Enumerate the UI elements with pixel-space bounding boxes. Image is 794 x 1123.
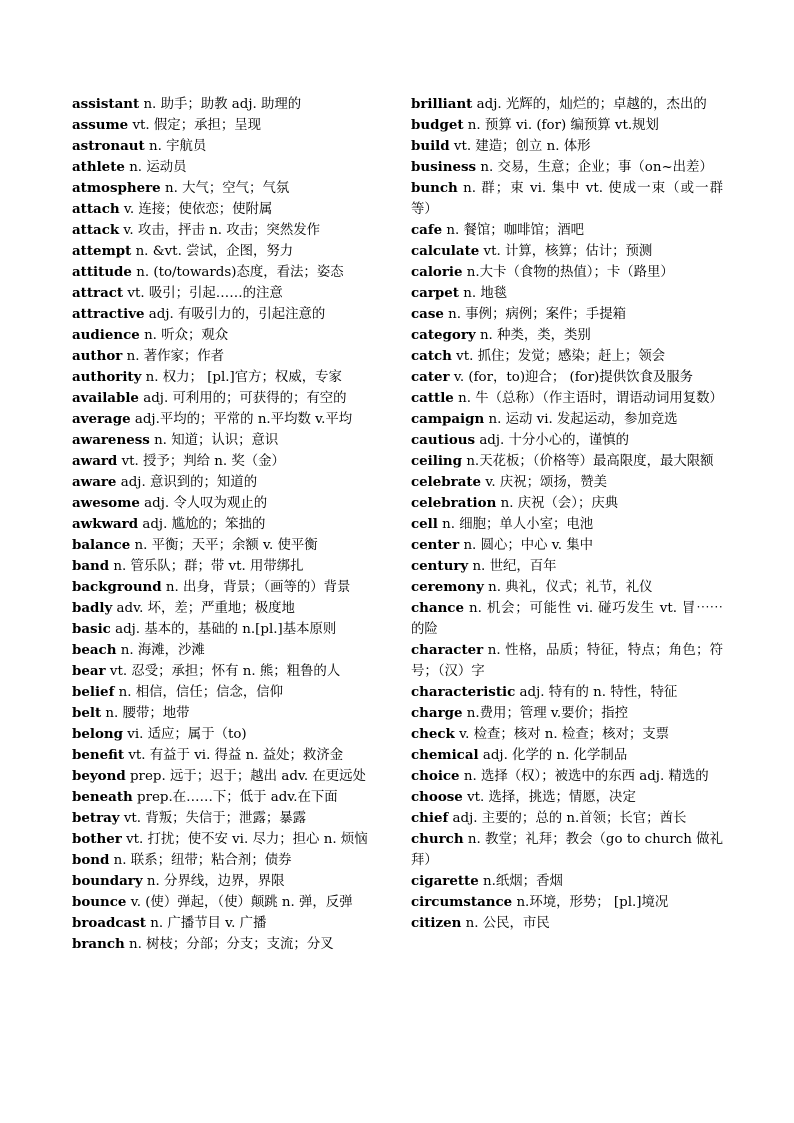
vocab-entry [72, 913, 384, 934]
vocab-definition: adv. 坏，差；严重地；极度地 [116, 601, 295, 616]
vocab-entry [72, 430, 384, 451]
vocab-entry [72, 871, 384, 892]
left-column [72, 94, 384, 955]
vocab-definition: adj. 基本的，基础的 n.[pl.]基本原则 [115, 622, 337, 637]
vocab-word: chemical [411, 747, 479, 763]
vocab-entry [411, 367, 723, 388]
vocab-word: century [411, 558, 469, 574]
vocab-word: character [411, 642, 484, 658]
vocab-word: cautious [411, 432, 476, 448]
vocab-definition: v. 庆祝；颂扬，赞美 [485, 475, 607, 490]
vocab-entry [411, 745, 723, 766]
vocab-word: calculate [411, 243, 480, 259]
vocab-entry [411, 640, 723, 682]
vocab-entry [72, 640, 384, 661]
vocab-entry [411, 808, 723, 829]
vocab-entry [72, 136, 384, 157]
vocab-definition: n. 平衡；天平；余额 v. 使平衡 [134, 538, 318, 553]
vocab-entry [411, 346, 723, 367]
vocab-word: attach [72, 201, 120, 217]
vocab-word: awareness [72, 432, 150, 448]
vocab-word: bother [72, 831, 122, 847]
vocab-definition: adj. 意识到的；知道的 [120, 475, 258, 490]
vocab-entry [72, 157, 384, 178]
vocab-word: brilliant [411, 96, 473, 112]
vocab-definition: adj. 光辉的，灿烂的；卓越的，杰出的 [476, 97, 707, 112]
vocab-entry [411, 430, 723, 451]
vocab-entry [72, 451, 384, 472]
vocab-entry [72, 493, 384, 514]
vocab-definition: n. 运动 vi. 发起运动，参加竞选 [488, 412, 678, 427]
vocab-definition: n. 出身，背景；（画等的）背景 [165, 580, 351, 595]
vocab-definition: n. &vt. 尝试，企图，努力 [135, 244, 294, 259]
right-column [411, 94, 723, 934]
vocab-definition: vt. 吸引；引起……的注意 [127, 286, 283, 301]
vocab-entry [72, 514, 384, 535]
vocab-word: calorie [411, 264, 463, 280]
vocab-entry [72, 766, 384, 787]
vocab-word: choice [411, 768, 460, 784]
vocab-entry [411, 304, 723, 325]
vocab-entry [411, 451, 723, 472]
vocab-entry [72, 724, 384, 745]
vocab-definition: n. 知道；认识；意识 [154, 433, 279, 448]
vocab-word: author [72, 348, 123, 364]
vocab-entry [411, 262, 723, 283]
vocab-word: center [411, 537, 460, 553]
vocab-definition: v. 检查；核对 n. 检查；核对；支票 [459, 727, 670, 742]
vocab-word: attract [72, 285, 124, 301]
vocab-definition: n. 选择（权）；被选中的东西 adj. 精选的 [463, 769, 709, 784]
vocab-definition: n. 大气；空气；气氛 [164, 181, 290, 196]
vocab-definition: n. 圆心；中心 v. 集中 [463, 538, 594, 553]
vocab-word: broadcast [72, 915, 146, 931]
vocab-definition: v. 连接；使依恋；使附属 [123, 202, 273, 217]
vocab-word: authority [72, 369, 142, 385]
vocab-entry [411, 787, 723, 808]
vocab-word: case [411, 306, 444, 322]
vocab-word: budget [411, 117, 464, 133]
vocab-entry [72, 556, 384, 577]
vocab-definition: n. 种类，类，类别 [479, 328, 591, 343]
vocab-word: atmosphere [72, 180, 161, 196]
vocab-definition: n. 权力； [pl.]官方；权威，专家 [145, 370, 342, 385]
vocab-definition: n. 著作家；作者 [126, 349, 225, 364]
vocab-definition: n. 管乐队；群；带 vt. 用带绑扎 [113, 559, 304, 574]
vocab-word: audience [72, 327, 140, 343]
vocab-word: attempt [72, 243, 132, 259]
vocab-entry [72, 745, 384, 766]
vocab-word: belief [72, 684, 115, 700]
vocab-entry [411, 325, 723, 346]
vocab-definition: vt. 选择，挑选；情愿，决定 [467, 790, 636, 805]
vocab-definition: vt. 忍受；承担；怀有 n. 熊；粗鲁的人 [109, 664, 341, 679]
vocab-entry [411, 514, 723, 535]
vocab-entry [72, 283, 384, 304]
vocab-entry [72, 367, 384, 388]
vocab-entry [72, 577, 384, 598]
vocab-entry [411, 241, 723, 262]
vocab-entry [411, 409, 723, 430]
vocab-definition: n. 听众；观众 [144, 328, 229, 343]
vocab-entry [411, 535, 723, 556]
vocab-word: campaign [411, 411, 485, 427]
vocab-entry [411, 703, 723, 724]
vocab-word: beneath [72, 789, 133, 805]
vocab-word: business [411, 159, 477, 175]
vocab-definition: n. 群；束 vi. 集中 vt. 使成一束（或一群等） [411, 181, 723, 217]
vocab-entry [72, 346, 384, 367]
vocab-word: cafe [411, 222, 443, 238]
vocab-definition: n. (to/towards)态度，看法；姿态 [136, 265, 344, 280]
vocab-definition: adj. 化学的 n. 化学制品 [482, 748, 628, 763]
vocab-word: astronaut [72, 138, 145, 154]
vocab-definition: vt. 背叛；失信于；泄露；暴露 [123, 811, 307, 826]
vocab-word: catch [411, 348, 452, 364]
vocab-word: chance [411, 600, 464, 616]
vocab-word: branch [72, 936, 125, 952]
vocab-word: check [411, 726, 455, 742]
vocab-word: citizen [411, 915, 462, 931]
vocab-entry [72, 115, 384, 136]
vocab-word: ceremony [411, 579, 484, 595]
vocab-entry [72, 850, 384, 871]
vocab-definition: vt. 授予；判给 n. 奖（金） [121, 454, 285, 469]
vocab-definition: vt. 有益于 vi. 得益 n. 益处；救济金 [128, 748, 344, 763]
vocab-entry [72, 661, 384, 682]
vocab-word: cattle [411, 390, 454, 406]
vocab-word: background [72, 579, 162, 595]
vocab-entry [411, 115, 723, 136]
vocab-entry [72, 262, 384, 283]
vocab-definition: adj. 特有的 n. 特性，特征 [519, 685, 678, 700]
vocab-definition: v. 攻击，抨击 n. 攻击；突然发作 [123, 223, 320, 238]
vocab-definition: n.大卡（食物的热值）；卡（路里） [466, 265, 674, 280]
vocab-definition: n. 预算 vi. (for) 编预算 vt.规划 [467, 118, 659, 133]
vocab-definition: vt. 假定；承担；呈现 [132, 118, 262, 133]
vocab-definition: adj. 尴尬的；笨拙的 [142, 517, 266, 532]
vocab-word: attractive [72, 306, 145, 322]
vocab-word: charge [411, 705, 463, 721]
vocab-definition: vt. 抓住；发觉；感染；赶上；领会 [456, 349, 666, 364]
vocab-definition: n. 树枝；分部；分支；支流；分叉 [129, 937, 334, 952]
vocab-word: cell [411, 516, 438, 532]
vocab-entry [411, 766, 723, 787]
vocab-definition: n.纸烟；香烟 [483, 874, 563, 889]
vocab-definition: adj.平均的；平常的 n.平均数 v.平均 [134, 412, 353, 427]
vocab-entry [72, 220, 384, 241]
vocab-word: awesome [72, 495, 140, 511]
vocab-word: balance [72, 537, 131, 553]
vocab-word: beach [72, 642, 117, 658]
vocab-word: celebration [411, 495, 497, 511]
vocab-entry [411, 871, 723, 892]
vocab-definition: n.费用；管理 v.要价；指控 [466, 706, 629, 721]
vocab-definition: n. 牛（总称）（作主语时，谓语动词用复数） [458, 391, 723, 406]
vocab-definition: n. 庆祝（会）；庆典 [500, 496, 619, 511]
vocab-entry [72, 535, 384, 556]
vocab-definition: adj. 有吸引力的，引起注意的 [148, 307, 326, 322]
vocab-definition: n. 机会；可能性 vi. 碰巧发生 vt. 冒⋯⋯的险 [411, 601, 723, 637]
vocab-definition: adj. 令人叹为观止的 [144, 496, 268, 511]
vocab-entry [411, 94, 723, 115]
vocab-word: category [411, 327, 476, 343]
vocab-word: award [72, 453, 118, 469]
vocab-word: chief [411, 810, 449, 826]
vocab-entry [411, 556, 723, 577]
vocab-entry [411, 913, 723, 934]
vocab-entry [72, 703, 384, 724]
vocab-word: aware [72, 474, 117, 490]
vocab-word: benefit [72, 747, 125, 763]
vocab-word: build [411, 138, 450, 154]
vocab-word: cater [411, 369, 450, 385]
vocab-definition: n. 宇航员 [149, 139, 207, 154]
vocab-definition: prep. 远于；迟于；越出 adv. 在更远处 [129, 769, 366, 784]
vocab-word: band [72, 558, 110, 574]
vocab-definition: n. 海滩，沙滩 [120, 643, 205, 658]
vocab-entry [411, 598, 723, 640]
vocab-word: boundary [72, 873, 143, 889]
vocab-word: ceiling [411, 453, 463, 469]
vocab-entry [72, 892, 384, 913]
vocab-entry [411, 682, 723, 703]
vocab-definition: n. 事例；病例；案件；手提箱 [448, 307, 626, 322]
vocab-entry [72, 199, 384, 220]
vocab-definition: n.天花板；（价格等）最高限度，最大限额 [466, 454, 714, 469]
vocab-word: basic [72, 621, 111, 637]
vocab-definition: v. (使）弹起，（使）颠跳 n. 弹，反弹 [130, 895, 353, 910]
vocab-word: choose [411, 789, 463, 805]
vocab-definition: n. 地毯 [463, 286, 508, 301]
vocab-entry [72, 94, 384, 115]
vocab-word: carpet [411, 285, 459, 301]
vocab-definition: adj. 可利用的；可获得的；有空的 [143, 391, 347, 406]
vocab-entry [411, 388, 723, 409]
vocab-entry [72, 934, 384, 955]
vocab-definition: n. 餐馆；咖啡馆；酒吧 [446, 223, 585, 238]
vocab-word: average [72, 411, 131, 427]
vocab-definition: n. 广播节目 v. 广播 [150, 916, 267, 931]
vocab-word: celebrate [411, 474, 482, 490]
vocab-definition: v. (for，to)迎合； (for)提供饮食及服务 [453, 370, 694, 385]
vocab-entry [72, 388, 384, 409]
vocab-entry [72, 409, 384, 430]
vocab-entry [72, 325, 384, 346]
vocab-entry [411, 577, 723, 598]
vocab-definition: n. 分界线，边界，界限 [146, 874, 285, 889]
vocab-entry [72, 304, 384, 325]
vocab-definition: n. 性格，品质；特征，特点；角色；符号；（汉）字 [411, 643, 723, 679]
vocab-definition: n. 腰带；地带 [105, 706, 190, 721]
vocab-definition: n. 典礼，仪式；礼节，礼仪 [488, 580, 653, 595]
vocab-entry [72, 787, 384, 808]
vocab-definition: adj. 十分小心的，谨慎的 [479, 433, 630, 448]
vocab-word: belt [72, 705, 102, 721]
vocab-definition: n. 交易，生意；企业；事（on~出差） [480, 160, 713, 175]
vocab-definition: n. 助手；助教 adj. 助理的 [143, 97, 302, 112]
vocab-entry [411, 892, 723, 913]
vocab-entry [411, 157, 723, 178]
vocab-word: beyond [72, 768, 126, 784]
vocab-word: cigarette [411, 873, 479, 889]
vocab-word: characteristic [411, 684, 516, 700]
vocab-definition: n. 公民，市民 [465, 916, 550, 931]
vocab-word: athlete [72, 159, 125, 175]
vocab-entry [411, 220, 723, 241]
vocab-word: awkward [72, 516, 139, 532]
vocab-definition: vt. 打扰；使不安 vi. 尽力；担心 n. 烦恼 [126, 832, 368, 847]
vocab-word: attitude [72, 264, 132, 280]
vocab-definition: n. 细胞；单人小室；电池 [442, 517, 594, 532]
vocab-entry [411, 178, 723, 220]
vocab-word: bounce [72, 894, 127, 910]
vocab-definition: prep.在……下；低于 adv.在下面 [137, 790, 338, 805]
vocab-word: assistant [72, 96, 140, 112]
vocab-entry [72, 241, 384, 262]
vocab-word: assume [72, 117, 129, 133]
vocab-definition: vi. 适应；属于（to) [127, 727, 247, 742]
vocab-definition: vt. 建造；创立 n. 体形 [453, 139, 591, 154]
vocab-entry [72, 619, 384, 640]
vocab-definition: n.环境，形势； [pl.]境况 [516, 895, 669, 910]
vocab-entry [72, 682, 384, 703]
vocab-word: circumstance [411, 894, 513, 910]
vocab-word: belong [72, 726, 123, 742]
vocab-word: church [411, 831, 464, 847]
vocab-entry [72, 829, 384, 850]
vocab-definition: n. 运动员 [129, 160, 187, 175]
vocab-word: attack [72, 222, 120, 238]
vocab-definition: n. 相信，信任；信念，信仰 [118, 685, 284, 700]
vocab-definition: vt. 计算，核算；估计；预测 [483, 244, 653, 259]
vocab-entry [411, 136, 723, 157]
vocab-word: bunch [411, 180, 458, 196]
vocab-entry [411, 724, 723, 745]
vocab-word: bear [72, 663, 106, 679]
vocab-entry [411, 472, 723, 493]
vocab-definition: n. 联系；纽带；粘合剂；债券 [113, 853, 292, 868]
vocab-entry [72, 598, 384, 619]
vocab-definition: n. 教堂；礼拜；教会（go to church 做礼拜） [411, 832, 723, 868]
vocab-word: bond [72, 852, 110, 868]
vocab-entry [72, 808, 384, 829]
vocab-entry [72, 472, 384, 493]
vocab-word: available [72, 390, 139, 406]
vocab-entry [411, 829, 723, 871]
vocab-entry [411, 493, 723, 514]
vocab-word: badly [72, 600, 113, 616]
vocab-entry [72, 178, 384, 199]
vocab-entry [411, 283, 723, 304]
vocab-definition: adj. 主要的；总的 n.首领；长官；酋长 [452, 811, 687, 826]
vocab-definition: n. 世纪，百年 [472, 559, 557, 574]
vocab-word: betray [72, 810, 120, 826]
